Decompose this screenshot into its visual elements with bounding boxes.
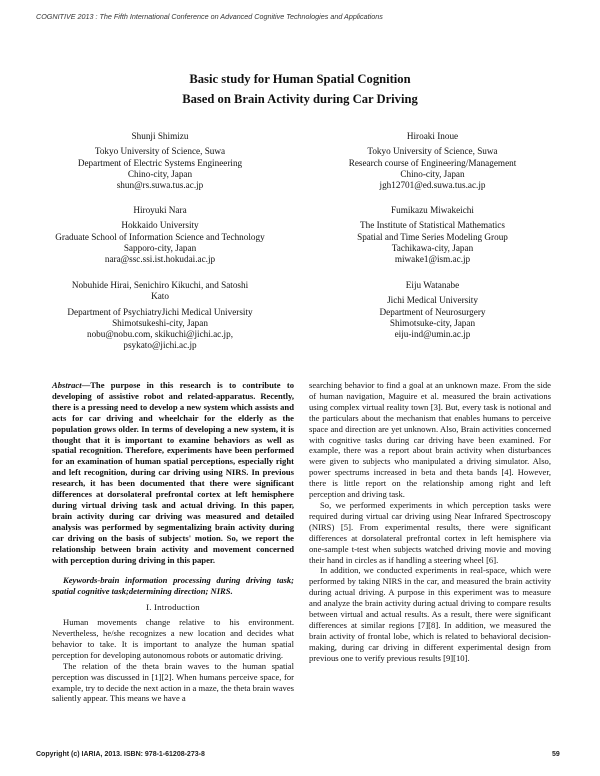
author-email: eiju-ind@umin.ac.jp: [394, 329, 471, 340]
author-location: Chino-city, Japan: [400, 168, 465, 179]
author-department: Research course of Engineering/Management: [348, 157, 517, 168]
author-location: Sapporo-city, Japan: [123, 242, 197, 253]
author-block-miwakeichi: [310, 205, 555, 265]
body-paragraph-1: searching behavior to find a goal at an unknown maze. From the side of human navigation, Maguire et al. measured the brain activations using complex virtual reality town [3]. But, every task is notional and the particulars about the mechanism that enables humans to perceive space and direction are yet unknown. Also, Brain activities concerned with cognitive tasks during car driving have been examined. For example, there was a report about brain activity when disturbances were given to subjects who manipulated a driving simulator. Also, power spectrums increased in beta and theta bands [4]. However, there is little report on the relationship among right and left perception and driving task.: [309, 380, 551, 500]
author-names: Nobuhide Hirai, Senichiro Kikuchi, and Satoshi: [71, 280, 249, 290]
paper-title-line-2: Based on Brain Activity during Car Driving: [182, 92, 418, 106]
author-block-shimizu: [40, 131, 280, 191]
intro-paragraph-2: The relation of the theta brain waves to the human spatial perception was discussed in [1][2]. When humans perceive space, for example, try to decide the next action in a maze, the theta brain waves saliently appear. This means we have a: [52, 660, 294, 704]
author-email: miwake1@ism.ac.jp: [394, 254, 471, 265]
author-block-nara: [30, 205, 290, 265]
author-name: Hiroyuki Nara: [133, 205, 187, 215]
author-name: Eiju Watanabe: [405, 280, 460, 290]
author-location: Chino-city, Japan: [127, 168, 193, 179]
author-department: Department of Electric Systems Engineering: [77, 157, 243, 168]
author-affiliation: Hokkaido University: [121, 220, 199, 231]
author-email: jgh12701@ed.suwa.tus.ac.jp: [379, 180, 486, 191]
author-affiliation: Tokyo University of Science, Suwa: [94, 146, 226, 157]
author-location: Shimotsuke-city, Japan: [389, 317, 476, 328]
author-name: Shunji Shimizu: [131, 131, 189, 141]
abstract-text: —The purpose in this research is to contribute to developing of assistive robot and related-apparatus. Recently, there is a pressing need to develop a new system which assists and acts for car driving and wheelchair for the elderly as the population grows older. In terms of developing a new system, it is thought that it is important to examine behaviors as well as spatial recognition. Therefore, experiments have been performed for an examination of human spatial perceptions, especially right and left recognition, during car driving using NIRS. In previous research, it has been documented that there were significant differences at dorsolateral prefrontal cortex at left hemisphere during virtual driving task and actual driving. In this paper, brain activity during car driving was measured and detailed analysis was performed by segmentalizing brain activity during car driving on the basis of subjects' motion. So, we report the relationship between brain activity and movement concerned with perception during driving in this paper.: [52, 380, 294, 565]
right-column: [309, 380, 551, 664]
author-name: Hiroaki Inoue: [406, 131, 459, 141]
author-affiliation: Jichi Medical University: [387, 295, 478, 306]
author-block-inoue: [310, 131, 555, 191]
author-location: Shimotsukeshi-city, Japan: [112, 317, 208, 328]
section-heading-introduction: I. Introduction: [146, 602, 200, 613]
author-affiliation: Tokyo University of Science, Suwa: [367, 146, 498, 157]
author-affiliation: The Institute of Statistical Mathematics: [360, 220, 505, 231]
abstract: [52, 380, 294, 565]
author-email: nobu@nobu.com, skikuchi@jichi.ac.jp,: [86, 329, 234, 340]
author-location: Tachikawa-city, Japan: [391, 242, 474, 253]
author-department: Department of PsychiatryJichi Medical University: [67, 306, 253, 317]
author-department: Spatial and Time Series Modeling Group: [357, 231, 508, 242]
keywords: Keywords-brain information processing during driving task; spatial cognitive task;determining direction; NIRS.: [52, 575, 294, 597]
author-name: Fumikazu Miwakeichi: [391, 205, 474, 215]
author-email: shun@rs.suwa.tus.ac.jp: [116, 180, 204, 191]
author-email-continued: psykato@jichi.ac.jp: [123, 340, 197, 351]
author-names-continued: Kato: [151, 291, 169, 302]
left-column: [52, 380, 294, 704]
running-head: COGNITIVE 2013 : The Fifth International Conference on Advanced Cognitive Technologies and Applications: [36, 12, 383, 21]
author-email: nara@ssc.ssi.ist.hokudai.ac.jp: [104, 254, 216, 265]
author-block-watanabe: [310, 280, 555, 340]
paper-title-line-1: Basic study for Human Spatial Cognition: [189, 72, 411, 86]
body-paragraph-3: In addition, we conducted experiments in real-space, which were performed by taking NIRS in the car, and measured the brain activity during actual driving. A purpose in this experiment was to measure and analyze the brain activity during actual driving to compare results between virtual and actual results. As a result, there were significant differences at similar regions [7][8]. In addition, we measured the brain activity of frontal lobe, which is related to behavioral decision-making, during car driving in different experimental design from previous one to verify previous results [9][10].: [309, 565, 551, 663]
page-number: 59: [552, 751, 560, 758]
body-paragraph-2: So, we performed experiments in which perception tasks were required during virtual car driving using Near Infrared Spectroscopy (NIRS) [5]. From experimental results, there were significant differences at dorsolateral prefrontal cortex in left hemisphere via one-sample t-test when subjects watched driving movie and moving their hand in circles as if handling a steering wheel [6].: [309, 499, 551, 565]
author-department: Graduate School of Information Science and Technology: [55, 231, 265, 242]
author-department: Department of Neurosurgery: [379, 306, 486, 317]
copyright-footer: Copyright (c) IARIA, 2013. ISBN: 978-1-61208-273-8: [36, 751, 205, 758]
abstract-label: Abstract: [52, 380, 82, 390]
author-block-hirai-kikuchi-kato: [40, 280, 280, 352]
intro-paragraph-1: Human movements change relative to his environment. Nevertheless, he/she recognizes a new location and decides what behavior to take. It is important to analyze the human spatial perception for developing autonomous robots or automatic driving.: [52, 617, 294, 660]
